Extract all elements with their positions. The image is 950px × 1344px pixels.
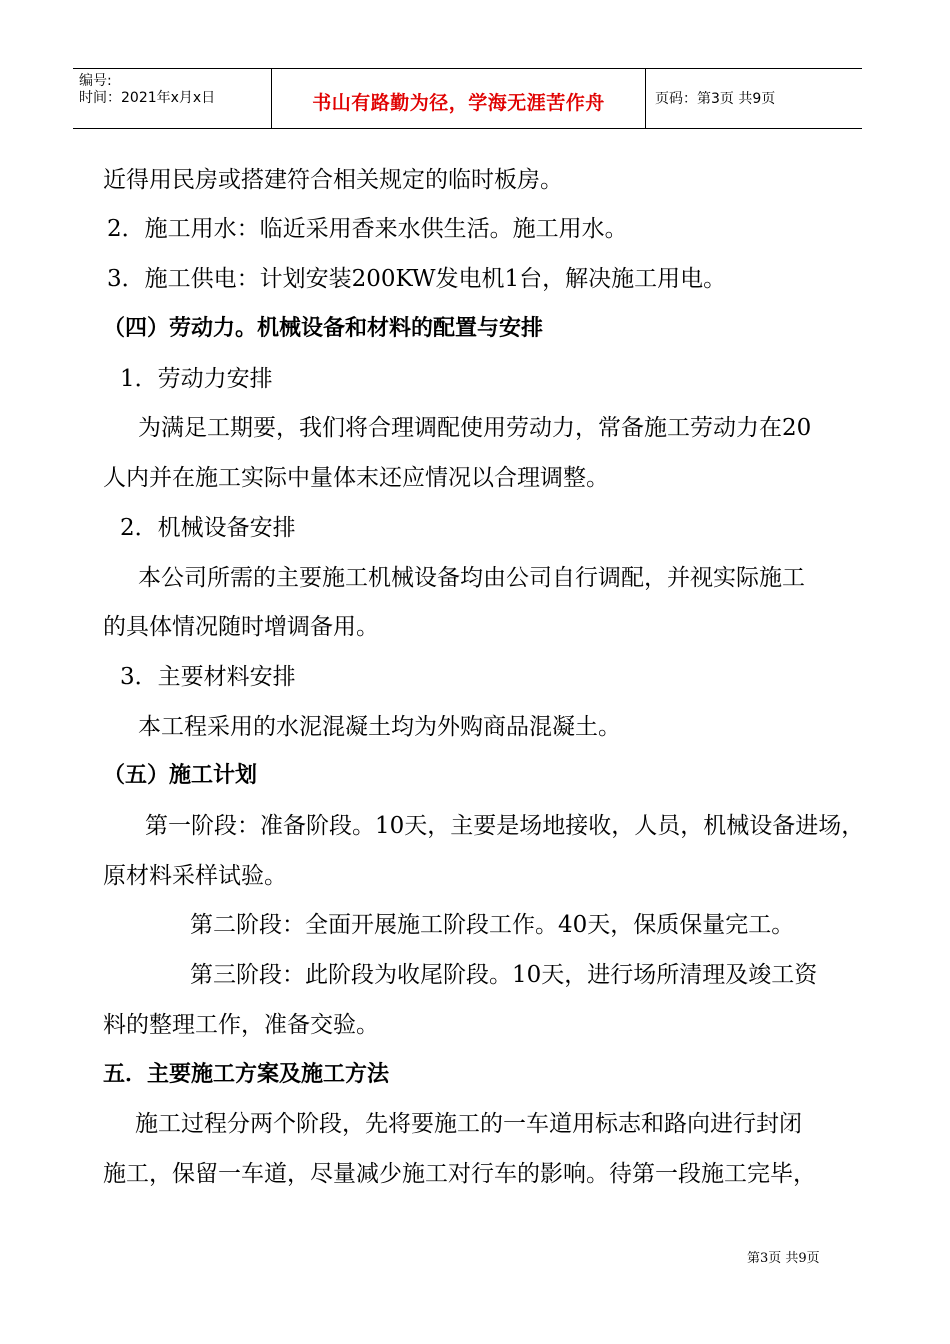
body-line: 本工程采用的水泥混凝土均为外购商品混凝土。 [138,714,621,740]
section-heading: （四）劳动力。机械设备和材料的配置与安排 [103,316,544,341]
body-line: 料的整理工作，准备交验。 [103,1012,379,1038]
body-line: 施工过程分两个阶段，先将要施工的一车道用标志和路向进行封闭 [135,1111,802,1137]
body-line: 第三阶段：此阶段为收尾阶段。10天，进行场所清理及竣工资 [190,962,818,988]
code-label: 编号: [79,73,112,89]
header-right-cell [646,69,862,128]
body-line: 为满足工期要，我们将合理调配使用劳动力，常备施工劳动力在20 [138,415,812,441]
header-page-info: 页码：第3页 共9页 [655,91,776,107]
motto: 书山有路勤为径，学海无涯苦作舟 [312,92,605,114]
body-line: 人内并在施工实际中量体末还应情况以合理调整。 [103,465,609,491]
body-line: 施工，保留一车道，尽量减少施工对行车的影响。待第一段施工完毕， [103,1161,816,1187]
body-line: 2．施工用水：临近采用香来水供生活。施工用水。 [107,216,628,242]
page-header [73,68,862,129]
body-line: 本公司所需的主要施工机械设备均由公司自行调配，并视实际施工 [138,565,805,591]
body-line: 近得用民房或搭建符合相关规定的临时板房。 [103,167,563,193]
header-motto-cell [272,69,646,128]
time-label: 时间：2021年x月x日 [79,90,216,106]
body-line: 原材料采样试验。 [103,863,287,889]
body-line: 第一阶段：准备阶段。10天，主要是场地接收，人员，机械设备进场， [145,813,865,839]
section-heading: （五）施工计划 [103,763,258,788]
page-footer: 第3页 共9页 [747,1251,820,1266]
body-line: 第二阶段：全面开展施工阶段工作。40天，保质保量完工。 [190,912,795,938]
section-heading: 五．主要施工方案及施工方法 [103,1062,390,1087]
subsection-heading: 1．劳动力安排 [120,366,273,392]
body-line: 的具体情况随时增调备用。 [103,614,379,640]
subsection-heading: 3．主要材料安排 [120,664,296,690]
body-line: 3．施工供电：计划安装200KW发电机1台，解决施工用电。 [107,266,727,292]
header-left-cell [73,69,272,128]
subsection-heading: 2．机械设备安排 [120,515,296,541]
